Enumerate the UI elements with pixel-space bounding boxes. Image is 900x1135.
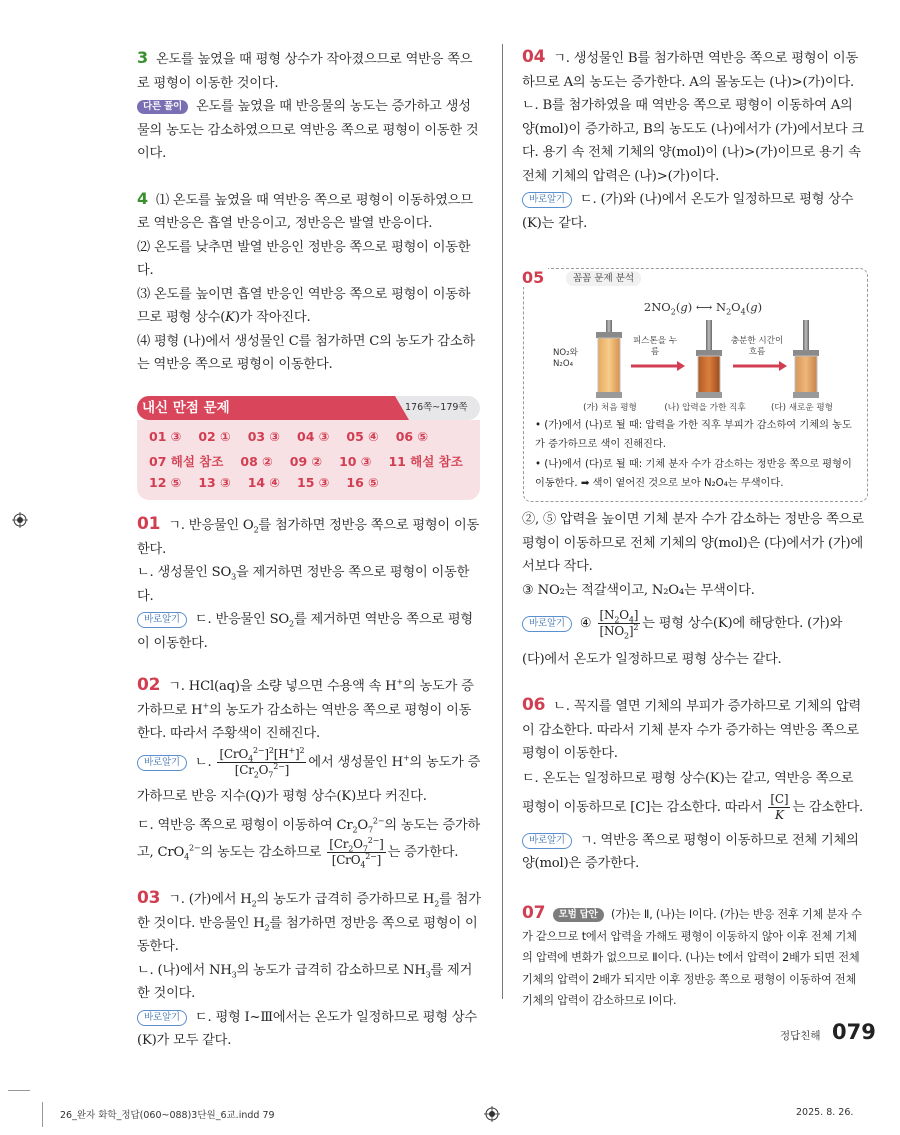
q06-c (522, 829, 867, 876)
q05-s3 (522, 606, 867, 678)
q05-number: 05 (522, 268, 548, 287)
q05-fraction: $\frac{[N_2O_4]}{[NO_2]^2}$ (599, 608, 639, 641)
answer-row-2 (149, 452, 463, 470)
q05-gas-label: NO₂와 N₂O₄ (553, 348, 578, 369)
q06-b1: ㄷ. 온도는 일정하므로 평형 상수(K)는 같고, 역반응 쪽으로 평형이 이동하므로 [C]는 감소한다. 따라서 (522, 770, 854, 815)
q3-block (137, 46, 482, 95)
correction-badge: 바로알기 (137, 612, 187, 628)
answer-item: 13 ③ (198, 475, 231, 490)
q05-caption-1: (가) 처음 평형 (583, 403, 637, 413)
crop-mark (42, 1102, 43, 1127)
q02-c3: 의 농도는 감소하므로 (200, 845, 322, 860)
q4-s1: ⑴ 온도를 높였을 때 역반응 쪽으로 평형이 이동하였으므로 역반응은 흡열 반응이고, 정반응은 발열 반응이다. (137, 192, 473, 231)
q4-number: 4 (137, 188, 148, 208)
q01-b2: 을 제거하면 정반응 쪽으로 평형이 이동한다. (137, 565, 470, 604)
q3-text: 온도를 높였을 때 평형 상수가 작아졌으므로 역반응 쪽으로 평형이 이동한 것이다. (137, 52, 473, 91)
q06-b2: 는 감소한다. (792, 799, 864, 815)
q05-s1: ②, ⑤ 압력을 높이면 기체 분자 수가 감소하는 정반응 쪽으로 평형이 이동하므로 전체 기체의 양(mol)은 (다)에서가 (가)에서보다 작다. (522, 512, 864, 574)
footer-filename: 26_완자 화학_정답(060~088)3단원_6교.indd 79 (60, 1110, 275, 1121)
q06-fraction: $\frac{[C]}{K}$ (770, 791, 789, 822)
registration-mark-icon (484, 1106, 500, 1122)
q01-number: 01 (137, 514, 161, 534)
q4-s2: ⑵ 온도를 낮추면 발열 반응인 정반응 쪽으로 평형이 이동한다. (137, 239, 471, 278)
q04-c (522, 188, 867, 235)
answer-item: 15 ③ (297, 475, 330, 490)
q01-a2: 를 첨가하면 정반응 쪽으로 평형이 이동한다. (137, 518, 480, 557)
q06-number: 06 (522, 695, 546, 715)
q06-a-block (522, 694, 867, 766)
left-column (137, 46, 482, 377)
q06-b (522, 766, 867, 823)
q07-block (522, 903, 867, 1012)
crop-mark (8, 1090, 30, 1091)
q4-s3: ⑶ 온도를 높이면 흡열 반응인 역반응 쪽으로 평형이 이동하므로 평형 상수(K)가 작아진다. (137, 286, 471, 325)
q07-number: 07 (522, 903, 546, 923)
q05-arrow2-label: 충분한 시간이 흐름 (730, 336, 784, 357)
column-divider (502, 44, 503, 999)
answer-header (137, 396, 480, 420)
answer-pages: 176쪽~179쪽 (405, 402, 468, 413)
q03-b1: ㄴ. (나)에서 NH (137, 962, 232, 978)
answer-item: 05 ④ (346, 429, 379, 444)
answer-summary (137, 396, 480, 500)
q3-number: 3 (137, 48, 148, 67)
answer-item: 14 ④ (247, 475, 281, 490)
q01-c1: ㄷ. 반응물인 SO (194, 612, 290, 627)
q01-c2: 를 제거하면 역반응 쪽으로 평형이 이동한다. (137, 612, 473, 651)
q04-a: ㄱ. 생성물인 B를 첨가하면 역반응 쪽으로 평형이 이동하므로 A의 농도는 증가한다. A의 몰농도는 (나)>(가)이다. (522, 51, 859, 90)
q01-b1: ㄴ. 생성물인 SO (137, 565, 232, 580)
q3-alt-text: 온도를 높였을 때 반응물의 농도는 증가하고 생성물의 농도는 감소하였으므로 역반응 쪽으로 평형이 이동한 것이다. (137, 99, 479, 161)
correction-badge: 바로알기 (137, 1010, 187, 1026)
q03-a1: ㄱ. (가)에서 H (168, 892, 252, 907)
answer-item: 12 ⑤ (149, 475, 182, 490)
q04-number: 04 (522, 47, 546, 67)
q02-b1: ㄴ. (194, 754, 212, 770)
right-column (522, 46, 867, 235)
answer-item: 10 ③ (339, 454, 372, 469)
q05-caption-2: (나) 압력을 가한 직후 (664, 403, 746, 413)
q02-b: 바로알기 ㄴ. $\frac{[CrO_4^{2-}]^2[H^+]^2}{[Cr_2O_7^{2-}]}$ 에서 생성물인 H+의 농도가 증가하므로 반응 지수(Q)가 평형 상수(K)보다 커진다. (137, 745, 481, 804)
q05-caption-3: (다) 새로운 평형 (771, 403, 833, 413)
q4-s3-a: ⑶ 온도를 높이면 흡열 반응인 역반응 쪽으로 평형이 이동하므로 평형 상수( (137, 286, 471, 325)
q06-block (522, 694, 867, 876)
answer-row-3 (149, 475, 396, 490)
q4-block (137, 187, 482, 236)
q01-a: ㄱ. 반응물인 O (168, 518, 254, 533)
q05-s2: ③ NO₂는 적갈색이고, N₂O₄는 무색이다. (522, 582, 755, 598)
q03-a3: 를 첨가한 것이다. 반응물인 H (137, 892, 481, 931)
eq-right: N (716, 300, 727, 314)
q01-b: ㄴ. 생성물인 $SO_3$을 제거하면 정반응 쪽으로 평형이 이동한다. (137, 565, 470, 604)
q02-b2: 에서 생성물인 H (308, 754, 403, 770)
footer-date: 2025. 8. 26. (796, 1107, 854, 1118)
q02-fraction-q: $\frac{[CrO_4^{2-}]^2[H^+]^2}{[Cr_2O_7^{2-}]}$ (219, 745, 305, 779)
q03-c: ㄷ. 평형 Ⅰ~Ⅲ에서는 온도가 일정하므로 평형 상수 (K)가 모두 같다. (137, 1009, 477, 1048)
q04-block (522, 46, 867, 94)
model-answer-badge: 모범 답안 (553, 908, 604, 922)
q05-bullet-1: • (가)에서 (나)로 될 때: 압력을 가한 직후 부피가 감소하여 기체의 농도가 증가하므로 색이 진해진다. (535, 420, 852, 450)
q03-b: ㄴ. (나)에서 $NH_3$의 농도가 급격히 감소하므로 $NH_3$를 제거한 것이다. (137, 962, 473, 1001)
q03-block: 03 ㄱ. (가)에서 $H_2$의 농도가 급격히 증가하므로 $H_2$를 첨가한 것이다. 반응물인 $H_2$를 첨가하면 정반응 쪽으로 평형이 이동한다. (137, 888, 481, 954)
q02-a3: 의 농도가 감소하는 역반응 쪽으로 평형이 이동한다. 따라서 주황색이 진해진다. (137, 702, 472, 741)
answer-item: 02 ① (198, 429, 231, 444)
q05-analysis-tag: 꼼꼼 문제 분석 (566, 271, 641, 286)
q05-s3a: ④ (579, 616, 592, 631)
answer-item: 03 ③ (247, 429, 281, 444)
alt-solution-badge: 다른 풀이 (137, 100, 188, 114)
eq-left: 2NO (643, 300, 671, 314)
q02-fraction-ratio: $\frac{[Cr_2O_7^{2-}]}{[CrO_4^{2-}]}$ (329, 836, 384, 870)
answer-item: 04 ③ (297, 429, 330, 444)
q01-block: 01 ㄱ. 반응물인 $O_2$를 첨가하면 정반응 쪽으로 평형이 이동한다. (137, 514, 480, 557)
answer-item: 07 해설 참조 (149, 454, 224, 469)
registration-mark-icon (12, 512, 28, 528)
q02-b3: 의 농도가 증가하므로 반응 지수(Q)가 평형 상수(K)보다 커진다. (137, 754, 481, 804)
q02-c1: ㄷ. 역반응 쪽으로 평형이 이동하여 Cr (137, 817, 353, 833)
q02-a1: ㄱ. HCl(aq)을 소량 넣으면 수용액 속 H (168, 679, 397, 694)
q02-c2: 의 농도는 증가하고, CrO (137, 817, 481, 860)
q03-b3: 를 제거한 것이다. (137, 962, 473, 1001)
q3-alt-block (137, 95, 482, 166)
q04-b: ㄴ. B를 첨가하였을 때 역반응 쪽으로 평형이 이동하여 A의 양(mol)이 증가하고, B의 농도도 (나)에서가 (가)에서보다 크다. 용기 속 전체 기체의 양(mol)이 (나)>(가)이므로 용기 속 전체 기체의 압력은 (나)>(가)이다. (522, 98, 864, 184)
answer-row-1 (149, 429, 428, 444)
q4-s4: ⑷ 평형 (나)에서 생성물인 C를 첨가하면 C의 농도가 감소하는 역반응 쪽으로 평형이 이동한다. (137, 333, 475, 372)
correction-badge: 바로알기 (522, 833, 572, 849)
q03-a4: 를 첨가하면 정반응 쪽으로 평형이 이동한다. (137, 915, 478, 954)
q06-c: ㄱ. 역반응 쪽으로 평형이 이동하므로 전체 기체의 양(mol)은 증가한다. (522, 832, 859, 871)
q03-c (137, 1006, 482, 1053)
correction-badge: 바로알기 (522, 616, 572, 632)
answer-item: 08 ② (240, 454, 273, 469)
answer-body (137, 420, 480, 500)
q03-b2: 의 농도가 급격히 감소하므로 NH (236, 962, 426, 978)
q04-c: ㄷ. (가)와 (나)에서 온도가 일정하므로 평형 상수(K)는 같다. (522, 192, 854, 231)
q07-text: (가)는 Ⅱ, (나)는 Ⅰ이다. (가)는 반응 전후 기체 분자 수가 같으므로 t에서 압력을 가해도 평형이 이동하지 않아 이후 전체 기체의 압력에 변화가 없으므로 Ⅱ이다. (나)는 t에서 압력이 2배가 되면 전체 기체의 압력이 2배가 되지만 이후 정반응 쪽으로 평형이 이동하여 전체 기체의 압력이 감소하므로 Ⅰ이다. (522, 908, 862, 1007)
q01-c: 바로알기 ㄷ. 반응물인 $SO_2$를 제거하면 역반응 쪽으로 평형이 이동한다. (137, 612, 473, 651)
q05-arrow1-label: 피스톤을 누름 (632, 336, 678, 357)
q02-c4: 는 증가한다. (387, 845, 459, 860)
correction-badge: 바로알기 (137, 755, 187, 771)
q4-s3-b: )가 작아진다. (234, 310, 311, 325)
q02-block: 02 ㄱ. HCl(aq)을 소량 넣으면 수용액 속 H+의 농도가 증가하므로 H+의 농도가 감소하는 역반응 쪽으로 평형이 이동한다. 따라서 주황색이 진해진다. (137, 675, 474, 741)
answer-title: 내신 만점 문제 (142, 400, 230, 416)
answer-item: 06 ⑤ (395, 429, 429, 444)
q02-a2: 의 농도가 증가하므로 H (137, 679, 474, 718)
page-number: 079 (832, 1020, 876, 1044)
q05-equation: $2NO_2(g)$ ⟷ $N_2O_4(g)$ (643, 300, 763, 317)
answer-item: 11 해설 참조 (388, 454, 463, 469)
q05-bullet-2: • (나)에서 (다)로 될 때: 기체 분자 수가 감소하는 정반응 쪽으로 평형이 이동한다. ➡ 색이 옅어진 것으로 보아 N₂O₄는 무색이다. (535, 459, 852, 489)
q05-answers (522, 508, 867, 678)
q02-c: ㄷ. 역반응 쪽으로 평형이 이동하여 $Cr_2O_7^{2-}$의 농도는 증가하고, CrO$_4^{2-}$의 농도는 감소하므로 $\frac{[Cr_2O_7^{2-}]}{[CrO_4^{2-}]}$ 는 증가한다. (137, 816, 481, 870)
answer-item: 01 ③ (149, 429, 182, 444)
answer-item: 16 ⑤ (346, 475, 379, 490)
correction-badge: 바로알기 (522, 192, 572, 208)
q03-a2: 의 농도가 급격히 증가하므로 H (256, 892, 435, 907)
q02-number: 02 (137, 675, 161, 695)
section-label: 정답친해 (780, 1030, 821, 1042)
left-column-lower (137, 513, 482, 1053)
answer-item: 09 ② (289, 454, 323, 469)
q06-a: ㄴ. 꼭지를 열면 기체의 부피가 증가하므로 기체의 압력이 감소한다. 따라서 기체 분자 수가 증가하는 역반응 쪽으로 평형이 이동한다. (522, 699, 862, 761)
q03-number: 03 (137, 888, 161, 908)
q05-s3b: 는 평형 상수(K)에 해당한다. (가)와 (다)에서 온도가 일정하므로 평형 상수는 같다. (522, 616, 843, 667)
